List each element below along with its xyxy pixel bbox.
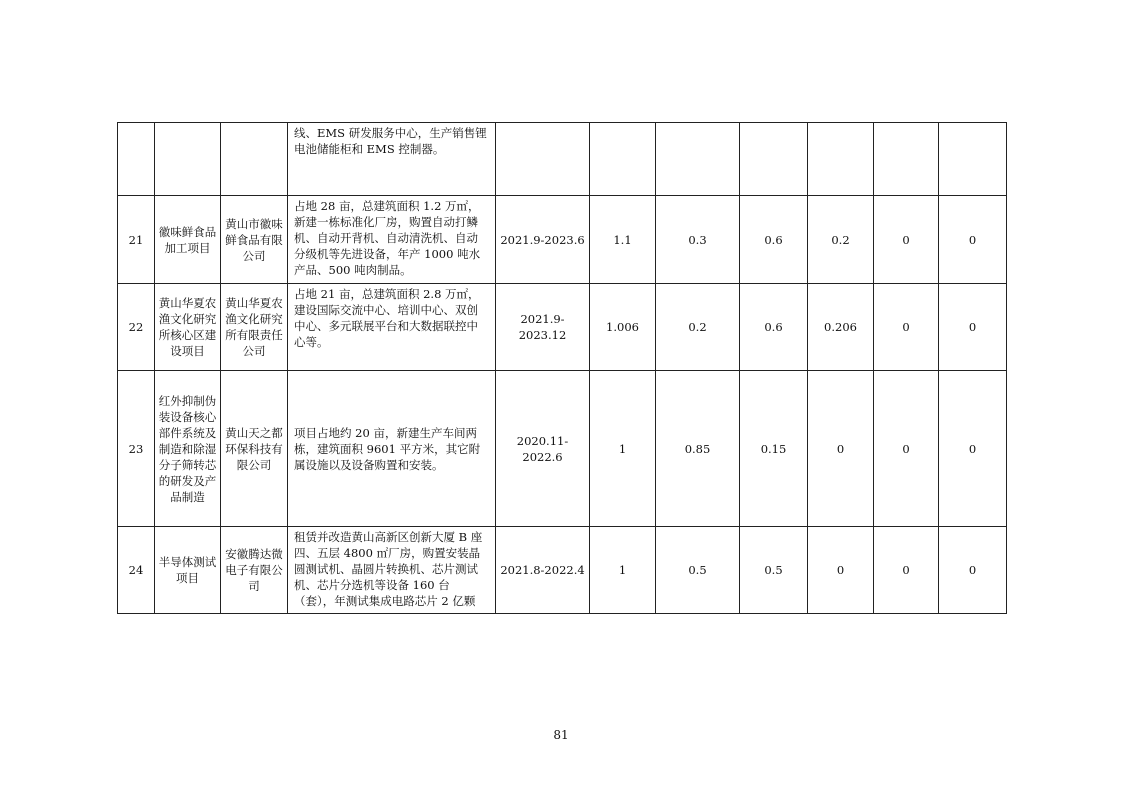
table-row [118, 371, 1007, 527]
cell-value [939, 123, 1007, 196]
cell-value: 0 [874, 284, 939, 371]
cell-value: 0.5 [656, 527, 740, 614]
cell-period: 2021.9-2023.12 [496, 284, 590, 371]
cell-no: 24 [118, 527, 155, 614]
cell-value: 0.2 [808, 196, 874, 284]
cell-value: 0.6 [740, 284, 808, 371]
cell-description: 项目占地约 20 亩，新建生产车间两栋，建筑面积 9601 平方米，其它附属设施以及设备购置和安装。 [288, 371, 496, 527]
cell-value: 0 [939, 527, 1007, 614]
table-row [118, 123, 1007, 196]
cell-description: 占地 21 亩，总建筑面积 2.8 万㎡，建设国际交流中心、培训中心、双创中心、多元联展平台和大数据联控中心等。 [288, 284, 496, 371]
cell-value: 0.5 [740, 527, 808, 614]
cell-value: 0.6 [740, 196, 808, 284]
cell-value: 0 [874, 196, 939, 284]
cell-value: 0 [808, 371, 874, 527]
cell-company: 黄山天之都环保科技有限公司 [221, 371, 288, 527]
cell-value: 0.3 [656, 196, 740, 284]
project-table [117, 122, 1007, 614]
cell-value: 0 [874, 371, 939, 527]
cell-total: 1 [590, 527, 656, 614]
cell-value: 0 [939, 284, 1007, 371]
cell-period: 2021.8-2022.4 [496, 527, 590, 614]
cell-total: 1.1 [590, 196, 656, 284]
cell-value: 0 [874, 527, 939, 614]
cell-value: 0.2 [656, 284, 740, 371]
cell-no: 21 [118, 196, 155, 284]
cell-no [118, 123, 155, 196]
cell-project-name: 徽味鲜食品加工项目 [155, 196, 221, 284]
cell-value [874, 123, 939, 196]
cell-company [221, 123, 288, 196]
table-row [118, 284, 1007, 371]
cell-period: 2020.11-2022.6 [496, 371, 590, 527]
page-number: 81 [553, 728, 569, 742]
cell-description: 线、EMS 研发服务中心，生产销售锂电池储能柜和 EMS 控制器。 [288, 123, 496, 196]
cell-project-name: 黄山华夏农渔文化研究所核心区建设项目 [155, 284, 221, 371]
cell-value: 0 [808, 527, 874, 614]
cell-total [590, 123, 656, 196]
cell-total: 1 [590, 371, 656, 527]
cell-no: 22 [118, 284, 155, 371]
cell-value: 0.206 [808, 284, 874, 371]
cell-total: 1.006 [590, 284, 656, 371]
cell-value: 0.15 [740, 371, 808, 527]
table-row [118, 527, 1007, 614]
cell-value: 0.85 [656, 371, 740, 527]
cell-value [740, 123, 808, 196]
cell-project-name: 红外抑制伪装设备核心部件系统及制造和除湿分子筛转芯的研发及产品制造 [155, 371, 221, 527]
cell-company: 安徽腾达微电子有限公司 [221, 527, 288, 614]
cell-value [808, 123, 874, 196]
cell-value [656, 123, 740, 196]
cell-description: 租赁并改造黄山高新区创新大厦 B 座四、五层 4800 ㎡厂房，购置安装晶圆测试机、晶圆片转换机、芯片测试机、芯片分选机等设备 160 台（套），年测试集成电路芯片 2 亿颗 [288, 527, 496, 614]
cell-value: 0 [939, 371, 1007, 527]
cell-project-name: 半导体测试项目 [155, 527, 221, 614]
cell-no: 23 [118, 371, 155, 527]
table-row [118, 196, 1007, 284]
cell-company: 黄山华夏农渔文化研究所有限责任公司 [221, 284, 288, 371]
cell-description: 占地 28 亩，总建筑面积 1.2 万㎡，新建一栋标准化厂房，购置自动打鳞机、自动开背机、自动清洗机、自动分级机等先进设备，年产 1000 吨水产品、500 吨肉制品。 [288, 196, 496, 284]
cell-value: 0 [939, 196, 1007, 284]
cell-project-name [155, 123, 221, 196]
cell-company: 黄山市徽味鲜食品有限公司 [221, 196, 288, 284]
cell-period: 2021.9-2023.6 [496, 196, 590, 284]
cell-period [496, 123, 590, 196]
